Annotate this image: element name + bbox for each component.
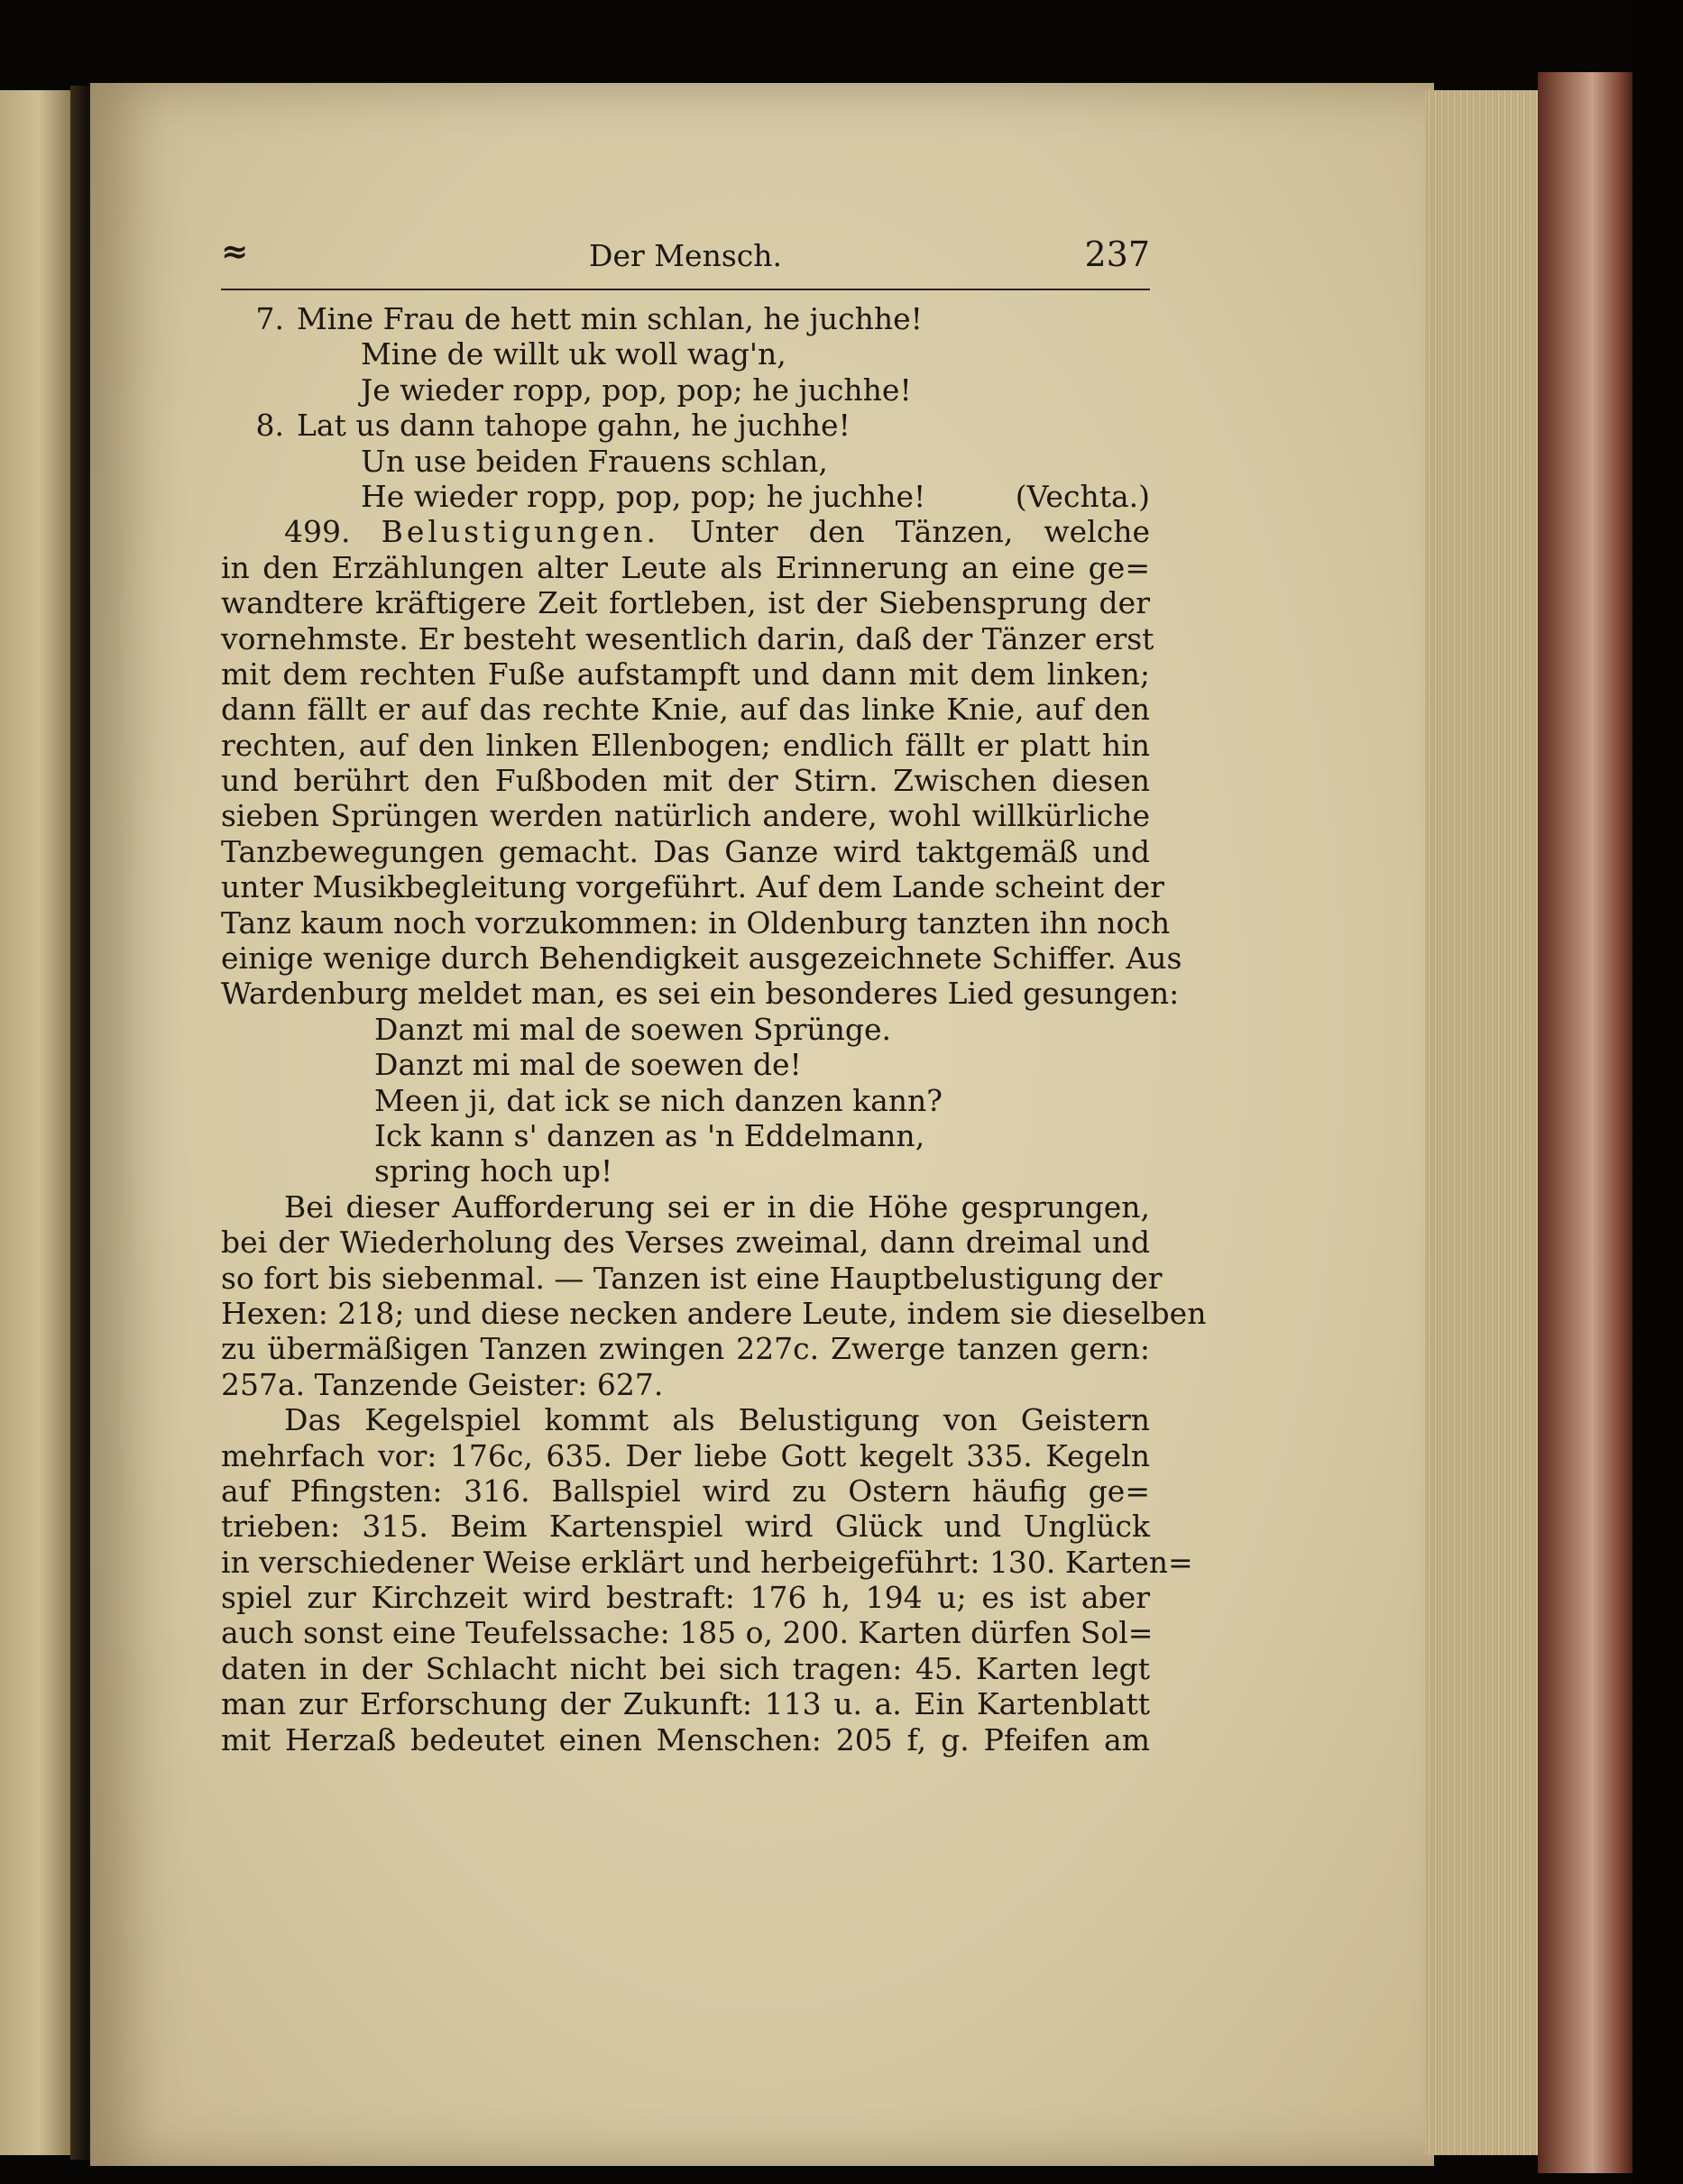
verse-line: 8. Lat us dann tahope gahn, he juchhe! bbox=[221, 408, 1150, 443]
text-line: Wardenburg meldet man, es sei ein besonderes Lied gesungen: bbox=[221, 976, 1180, 1012]
text-line: mit dem rechten Fuße aufstampft und dann mit dem linken; bbox=[221, 656, 1150, 692]
background-shadow bbox=[1632, 0, 1683, 2184]
text-line: zu übermäßigen Tanzen zwingen 227c. Zwerge tanzen gern: bbox=[221, 1331, 1150, 1367]
text-line: Hexen: 218; und diese necken andere Leute, indem sie dieselben bbox=[221, 1295, 1207, 1331]
text-line: mehrfach vor: 176c, 635. Der liebe Gott kegelt 335. Kegeln bbox=[221, 1437, 1150, 1473]
text-line: daten in der Schlacht nicht bei sich tragen: 45. Karten legt bbox=[221, 1650, 1150, 1686]
stanza-number: 7. bbox=[255, 301, 284, 336]
text-line: in den Erzählungen alter Leute als Erinnerung an eine ge= bbox=[221, 549, 1150, 585]
section-heading-line: 499. Belustigungen. Unter den Tänzen, welche bbox=[284, 514, 1150, 550]
text-line: vornehmste. Er besteht wesentlich darin, daß der Tänzer erst bbox=[221, 620, 1154, 656]
verse-source: (Vechta.) bbox=[1015, 478, 1150, 514]
previous-page-edge bbox=[0, 90, 70, 2155]
song-line: Ick kann s' danzen as 'n Eddelmann, bbox=[374, 1117, 925, 1153]
text-line: bei der Wiederholung des Verses zweimal, dann dreimal und bbox=[221, 1225, 1150, 1261]
verse-line: Mine de willt uk woll wag'n, bbox=[361, 336, 786, 372]
text-line: Tanz kaum noch vorzukommen: in Oldenburg tanzten ihn noch bbox=[221, 904, 1171, 941]
ornament-mark: ≈ bbox=[221, 233, 249, 271]
text-line: Tanzbewegungen gemacht. Das Ganze wird taktgemäß und bbox=[221, 833, 1150, 869]
text-line: Bei dieser Aufforderung sei er in die Höhe gesprungen, bbox=[284, 1188, 1150, 1225]
text-line: Das Kegelspiel kommt als Belustigung von Geistern bbox=[284, 1402, 1150, 1438]
text-line: auch sonst eine Teufelssache: 185 o, 200. Karten dürfen Sol= bbox=[221, 1615, 1154, 1651]
text-line: wandtere kräftigere Zeit fortleben, ist der Siebensprung der bbox=[221, 585, 1150, 621]
song-line: Meen ji, dat ick se nich danzen kann? bbox=[374, 1082, 943, 1118]
text-line: unter Musikbegleitung vorgeführt. Auf dem Lande scheint der bbox=[221, 869, 1164, 905]
page-text bbox=[221, 225, 1207, 1757]
verse-line: 7. Mine Frau de hett min schlan, he juchhe! bbox=[221, 301, 1150, 336]
stanza-number: 8. bbox=[255, 408, 284, 444]
text-line: auf Pfingsten: 316. Ballspiel wird zu Ostern häufig ge= bbox=[221, 1473, 1150, 1509]
verse-line: He wieder ropp, pop, pop; he juchhe! (Vechta.) bbox=[361, 478, 1150, 514]
page-number: 237 bbox=[1084, 234, 1150, 274]
song-line: Danzt mi mal de soewen Sprünge. bbox=[374, 1011, 892, 1047]
text-line: trieben: 315. Beim Kartenspiel wird Glück und Unglück bbox=[221, 1509, 1150, 1545]
page-block-edges bbox=[1425, 90, 1542, 2155]
text-line: sieben Sprüngen werden natürlich andere, wohl willkürliche bbox=[221, 798, 1150, 834]
text-line: spiel zur Kirchzeit wird bestraft: 176 h, 194 u; es ist aber bbox=[221, 1580, 1150, 1616]
verse-line: Je wieder ropp, pop, pop; he juchhe! bbox=[361, 372, 912, 408]
running-title: Der Mensch. bbox=[589, 238, 782, 273]
book-cover-edge bbox=[1538, 72, 1637, 2173]
song-line: Danzt mi mal de soewen de! bbox=[374, 1047, 802, 1083]
verse-line: Un use beiden Frauens schlan, bbox=[361, 443, 828, 479]
text-line: einige wenige durch Behendigkeit ausgezeichnete Schiffer. Aus bbox=[221, 941, 1182, 977]
song-line: spring hoch up! bbox=[374, 1153, 613, 1189]
section-number: 499. bbox=[284, 514, 351, 550]
text-line: so fort bis siebenmal. — Tanzen ist eine Hauptbelustigung der bbox=[221, 1260, 1163, 1296]
text-line: in verschiedener Weise erklärt und herbeigeführt: 130. Karten= bbox=[221, 1544, 1193, 1580]
section-heading: Belustigungen. bbox=[381, 514, 659, 550]
text-line: rechten, auf den linken Ellenbogen; endlich fällt er platt hin bbox=[221, 727, 1150, 763]
text-line: dann fällt er auf das rechte Knie, auf das linke Knie, auf den bbox=[221, 692, 1150, 728]
text-line: und berührt den Fußboden mit der Stirn. Zwischen diesen bbox=[221, 763, 1150, 799]
running-header bbox=[221, 225, 1150, 290]
text-line: man zur Erforschung der Zukunft: 113 u. a. Ein Kartenblatt bbox=[221, 1686, 1150, 1722]
text-line: mit Herzaß bedeutet einen Menschen: 205 f, g. Pfeifen am bbox=[221, 1721, 1150, 1757]
text-line: 257a. Tanzende Geister: 627. bbox=[221, 1366, 664, 1402]
